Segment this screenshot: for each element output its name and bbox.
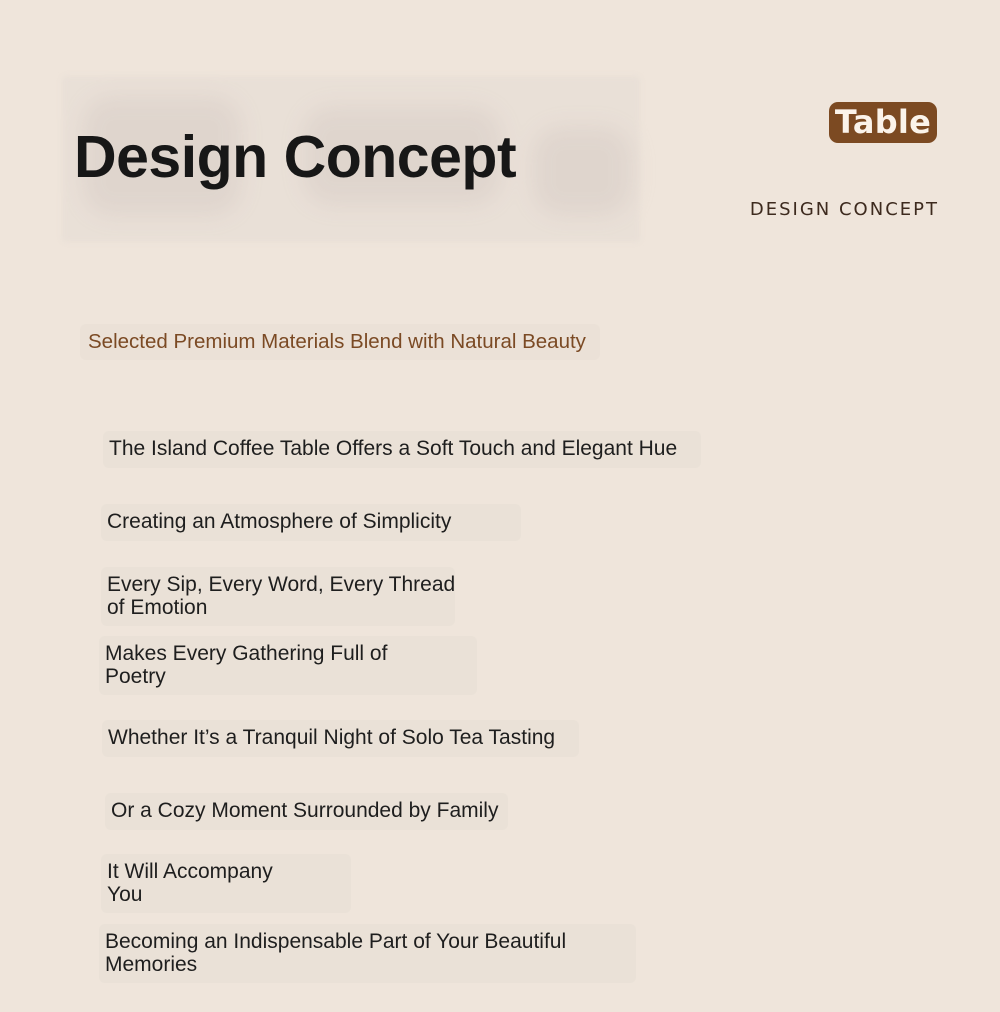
text-line-content: Creating an Atmosphere of Simplicity bbox=[107, 510, 452, 533]
text-line bbox=[101, 504, 521, 541]
text-line bbox=[99, 636, 477, 695]
text-line-second: Memories bbox=[105, 952, 198, 976]
text-line bbox=[105, 793, 508, 830]
text-line-first: Every Sip, Every Word, Every Thread bbox=[107, 573, 456, 596]
text-line bbox=[99, 924, 636, 983]
text-line bbox=[101, 567, 455, 626]
text-line-first: Becoming an Indispensable Part of Your Beautiful bbox=[105, 930, 567, 953]
text-line-second: Poetry bbox=[105, 664, 166, 688]
text-line bbox=[101, 854, 351, 913]
section-subtitle: DESIGN CONCEPT bbox=[749, 199, 939, 220]
page-title: Design Concept bbox=[74, 124, 517, 190]
text-line-content: The Island Coffee Table Offers a Soft Touch and Elegant Hue bbox=[109, 437, 678, 460]
text-line-first: Makes Every Gathering Full of bbox=[105, 642, 388, 665]
text-line-content: Or a Cozy Moment Surrounded by Family bbox=[111, 799, 499, 822]
text-line bbox=[102, 720, 579, 757]
text-line-content: Whether It’s a Tranquil Night of Solo Tea Tasting bbox=[108, 726, 556, 749]
category-badge: Table bbox=[829, 102, 937, 143]
text-line-second: of Emotion bbox=[107, 595, 208, 619]
text-line-first: It Will Accompany bbox=[107, 860, 273, 883]
tagline: Selected Premium Materials Blend with Natural Beauty bbox=[80, 324, 600, 360]
text-line bbox=[103, 431, 701, 468]
text-line-second: You bbox=[107, 882, 143, 906]
